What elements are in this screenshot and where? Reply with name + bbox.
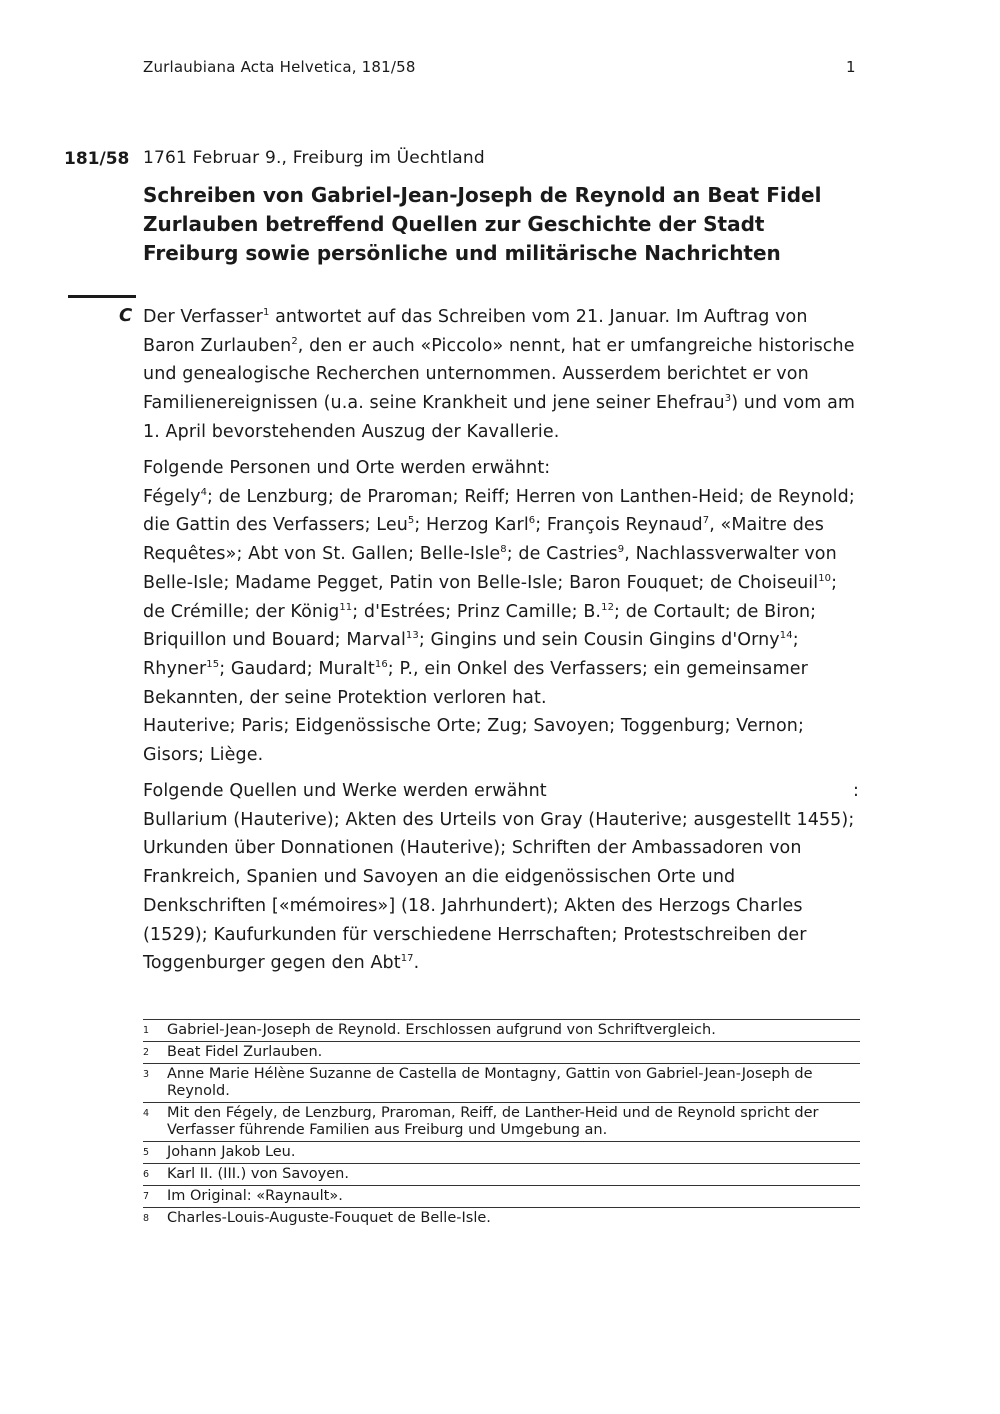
footnote-ref[interactable]: 14 [779, 630, 793, 642]
page-number: 1 [846, 58, 856, 76]
document-id: 181/58 [64, 149, 130, 169]
footnote-ref[interactable]: 5 [407, 515, 415, 527]
sources-heading-colon: : [853, 781, 859, 801]
footnote-ref[interactable]: 2 [291, 335, 298, 347]
footnote-ref[interactable]: 9 [617, 544, 625, 556]
summary-paragraph: Der Verfasser$^1$ antwortet auf das Schreiben vom 21. Januar. Im Auftrag von Baron Zurlauben$^2$, den er auch «Piccolo» nennt, hat er umfangreiche historische und genealogische Recherchen unternommen. Ausserdem berichtet er von Familienereignissen (u.a. seine Krankheit und jene seiner Ehefrau$^3$) und vom am 1. April bevorstehenden Auszug der Kavallerie. [143, 307, 856, 442]
sources-paragraph [143, 777, 859, 978]
footnote-ref[interactable]: 11 [339, 601, 353, 613]
footnote-ref[interactable]: 12 [601, 601, 615, 613]
document-title: Schreiben von Gabriel-Jean-Joseph de Reynold an Beat Fidel Zurlauben betreffend Quellen zur Geschichte der Stadt Freiburg sowie persönliche und militärische Nachrichten [143, 183, 822, 265]
footnote-ref[interactable]: 10 [818, 572, 832, 584]
margin-divider-line [68, 295, 136, 298]
persons-paragraph [143, 454, 859, 770]
footnote: 6 Karl II. (III.) von Savoyen. [143, 1163, 860, 1185]
places-list: Hauterive; Paris; Eidgenössische Orte; Zug; Savoyen; Toggenburg; Vernon; Gisors; Liège. [143, 716, 804, 766]
footnote: 7 Im Original: «Raynault». [143, 1185, 860, 1207]
document-date-place: 1761 Februar 9., Freiburg im Üechtland [143, 148, 485, 168]
footnote-ref[interactable]: 15 [206, 658, 220, 670]
footnotes [143, 1019, 860, 1229]
footnote: 1 Gabriel-Jean-Joseph de Reynold. Erschlossen aufgrund von Schriftvergleich. [143, 1019, 860, 1041]
footnote: 5 Johann Jakob Leu. [143, 1141, 860, 1163]
sources-list: Bullarium (Hauterive); Akten des Urteils von Gray (Hauterive; ausgestellt 1455); Urkunden über Donnationen (Hauterive); Schriften der Ambassadoren von Frankreich, Spanien und Savoyen an die eidgenössischen Orte und Denkschriften [«mémoires»] (18. Jahrhundert); Akten des Herzogs Charles (1529); Kaufurkunden für verschiedene Herrschaften; Protestschreiben der Toggenburger gegen den Abt$^{17}$. [143, 809, 855, 974]
footnote-ref[interactable]: 16 [374, 658, 388, 670]
footnote: 3 Anne Marie Hélène Suzanne de Castella de Montagny, Gattin von Gabriel-Jean-Joseph de Reynold. [143, 1063, 860, 1102]
footnote-ref[interactable]: 3 [724, 393, 732, 405]
running-header-title: Zurlaubiana Acta Helvetica, 181/58 [143, 58, 416, 76]
footnote-ref[interactable]: 4 [200, 486, 208, 498]
persons-heading: Folgende Personen und Orte werden erwähnt: [143, 458, 551, 478]
footnote-ref[interactable]: 13 [405, 630, 419, 642]
sources-heading-line [143, 777, 859, 806]
footnote-ref[interactable]: 1 [262, 307, 270, 318]
sources-heading: Folgende Quellen und Werke werden erwähnt [143, 781, 547, 801]
footnote-ref[interactable]: 7 [702, 515, 710, 527]
footnote-ref[interactable]: 6 [528, 515, 536, 527]
footnote-ref[interactable]: 17 [400, 953, 414, 965]
footnote-ref[interactable]: 8 [500, 544, 507, 556]
persons-list: Fégely$^4$; de Lenzburg; de Praroman; Reiff; Herren von Lanthen-Heid; de Reynold; die Gattin des Verfassers; Leu$^5$; Herzog Karl$^6$; François Reynaud$^7$, «Maitre des Requêtes»; Abt von St. Gallen; Belle-Isle$^8$; de Castries$^9$, Nachlassverwalter von Belle-Isle; Madame Pegget, Patin von Belle-Isle; Baron Fouquet; de Choiseuil$^{10}$; de Crémille; der König$^{11}$; d'Estrées; Prinz Camille; B.$^{12}$; de Cortault; de Biron; Briquillon und Bouard; Marval$^{13}$; Gingins und sein Cousin Gingins d'Orny$^{14}$; Rhyner$^{15}$; Gaudard; Muralt$^{16}$; P., ein Onkel des Verfassers; ein gemeinsamer Bekannten, der seine Protektion verloren hat. [143, 486, 855, 708]
margin-marker: C [119, 305, 133, 326]
footnote: 2 Beat Fidel Zurlauben. [143, 1041, 860, 1063]
footnote: 4 Mit den Fégely, de Lenzburg, Praroman, Reiff, de Lanther-Heid und de Reynold spricht der Verfasser führende Familien aus Freiburg und Umgebung an. [143, 1102, 860, 1141]
footnote: 8 Charles-Louis-Auguste-Fouquet de Belle-Isle. [143, 1207, 860, 1229]
